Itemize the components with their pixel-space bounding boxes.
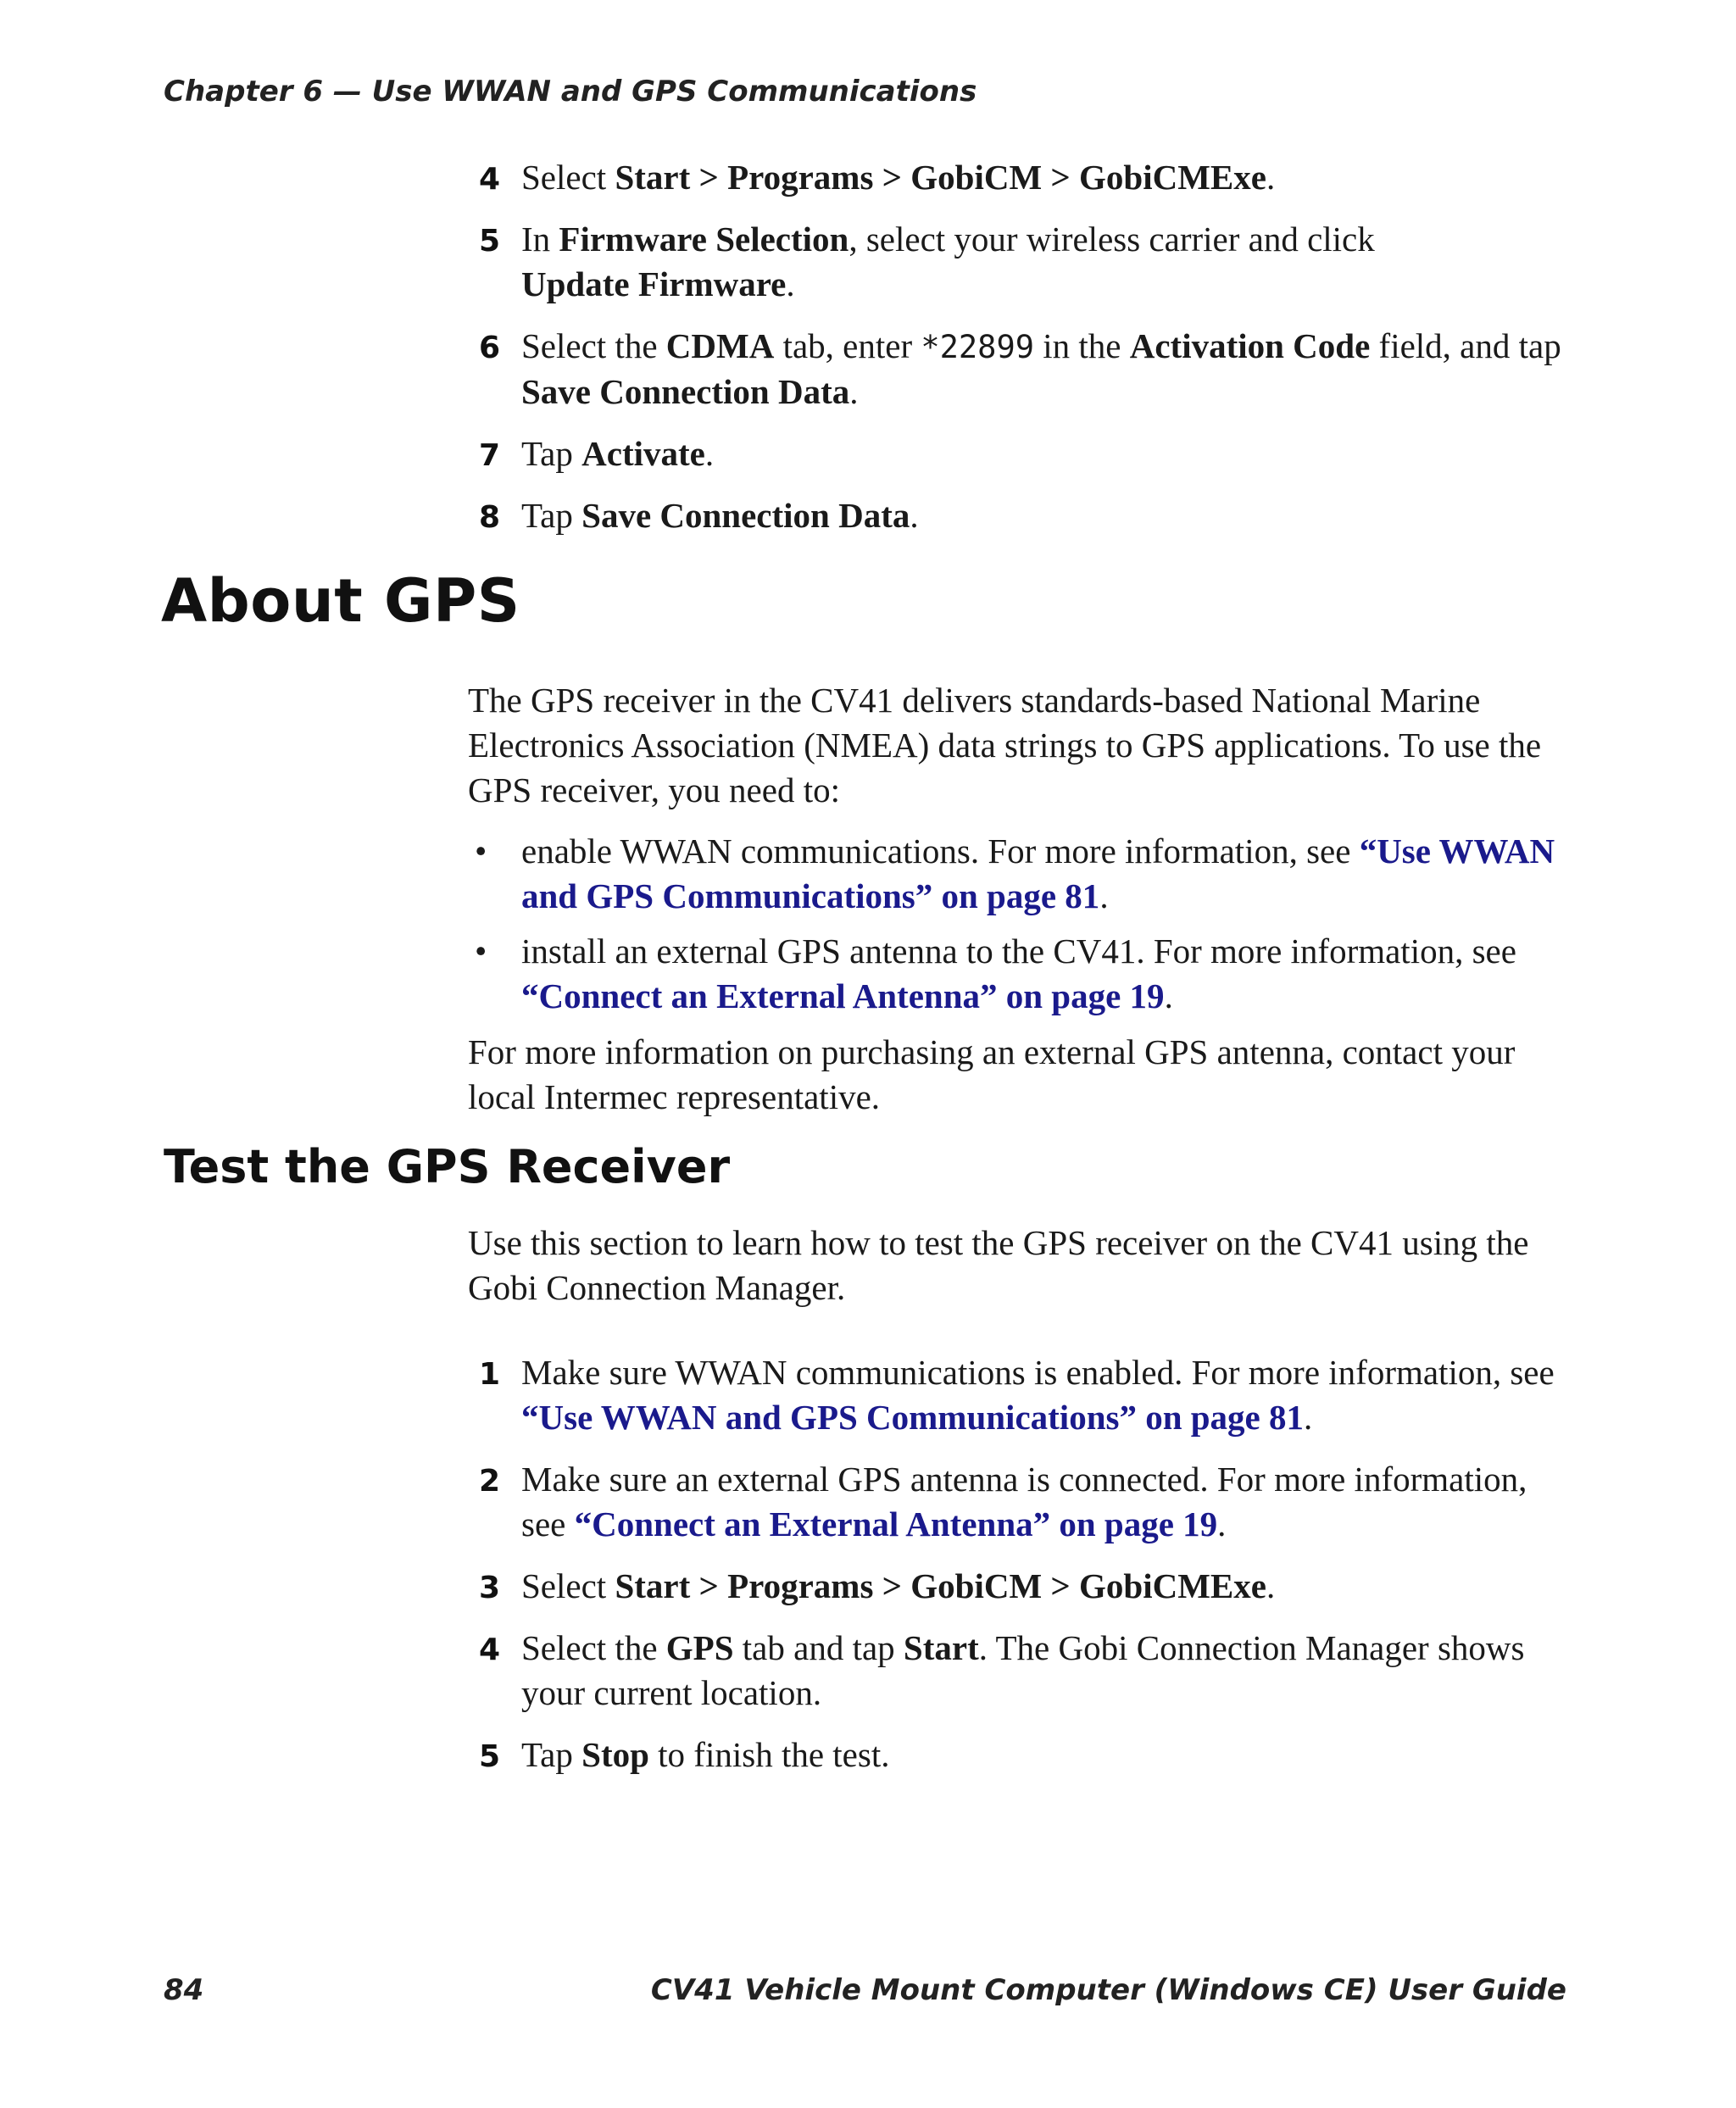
test-steps-list (0, 1350, 1736, 1777)
list-item: 1 Make sure WWAN communications is enabled. For more information, see “Use WWAN and GPS Communications” on page 81. (479, 1353, 1555, 1437)
activation-steps-list (0, 155, 1736, 538)
list-item: 4 Select Start > Programs > GobiCM > GobiCMExe. (479, 158, 1276, 197)
bullet-icon: • (475, 832, 487, 870)
link-use-wwan-gps[interactable]: “Use WWAN and GPS Communications” on page 81 (521, 832, 1555, 915)
page-number: 84 (164, 1973, 204, 2007)
activation-code: *22899 (921, 329, 1034, 365)
list-item: 7 Tap Activate. (479, 434, 715, 473)
test-gps-intro: Use this section to learn how to test the GPS receiver on the CV41 using the Gobi Connection Manager. (468, 1223, 1529, 1307)
list-item: 4 Select the GPS tab and tap Start. The Gobi Connection Manager shows your current location. (479, 1628, 1525, 1712)
footer-title: CV41 Vehicle Mount Computer (Windows CE) User Guide (650, 1973, 1566, 2007)
list-item: 2 Make sure an external GPS antenna is connected. For more information, see “Connect an External Antenna” on page 19. (479, 1460, 1527, 1543)
about-gps-outro: For more information on purchasing an external GPS antenna, contact your local Intermec representative. (468, 1032, 1516, 1116)
requirements-list (0, 829, 1736, 1019)
list-item: 5 Tap Stop to finish the test. (479, 1735, 890, 1774)
list-item: 6 Select the CDMA tab, enter *22899 in the Activation Code field, and tap Save Connection Data. (479, 326, 1561, 411)
bullet-icon: • (475, 932, 487, 971)
list-item: 8 Tap Save Connection Data. (479, 496, 919, 535)
link-connect-antenna[interactable]: “Connect an External Antenna” on page 19 (574, 1505, 1218, 1543)
list-item: • install an external GPS antenna to the CV41. For more information, see “Connect an External Antenna” on page 19. (0, 929, 1572, 1019)
list-item: 3 Select Start > Programs > GobiCM > GobiCMExe. (479, 1566, 1276, 1605)
about-gps-intro: The GPS receiver in the CV41 delivers standards-based National Marine Electronics Association (NMEA) data strings to GPS applications. To use the GPS receiver, you need to: (468, 681, 1542, 809)
link-connect-antenna[interactable]: “Connect an External Antenna” on page 19 (521, 976, 1165, 1015)
list-item: 5 In Firmware Selection, select your wireless carrier and click Update Firmware. (479, 220, 1375, 303)
list-item: • enable WWAN communications. For more information, see “Use WWAN and GPS Communications” on page 81. (0, 829, 1572, 919)
section-heading-test-gps: Test the GPS Receiver (164, 1140, 731, 1193)
running-header: Chapter 6 — Use WWAN and GPS Communications (164, 75, 977, 108)
link-use-wwan-gps[interactable]: “Use WWAN and GPS Communications” on page 81 (521, 1398, 1305, 1437)
section-heading-about-gps: About GPS (161, 566, 520, 636)
